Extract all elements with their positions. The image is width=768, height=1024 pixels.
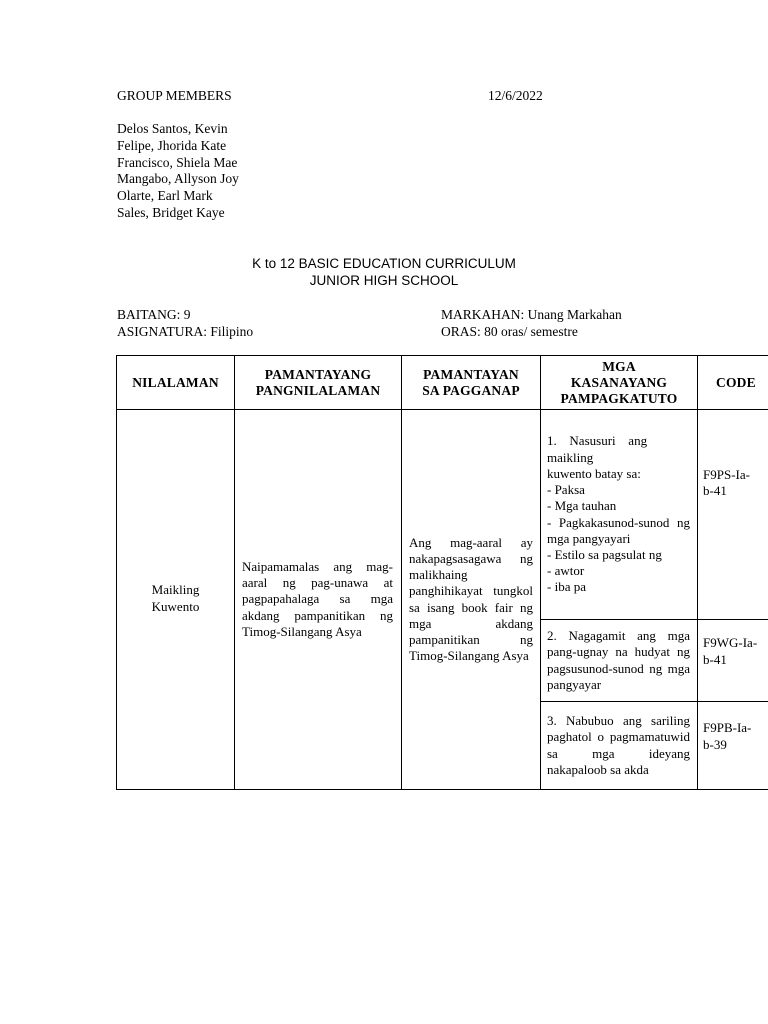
nilalaman-cell: Maikling Kuwento (117, 410, 235, 790)
code-cell-1: F9PS-Ia- b-41 (698, 410, 768, 620)
kasanayan-2-cell: 2. Nagagamit ang mga pang-ugnay na hudyat ng pagsusunod-sunod ng mga pangyayar (541, 620, 698, 702)
curriculum-title: K to 12 BASIC EDUCATION CURRICULUM (252, 256, 516, 271)
member-name: Olarte, Earl Mark (117, 188, 213, 204)
document-date: 12/6/2022 (488, 88, 543, 103)
curriculum-table (116, 355, 768, 790)
header-pamantayang-pangnilalaman: PAMANTAYANG PANGNILALAMAN (235, 356, 402, 410)
header-mga-kasanayang-pampagkatuto: MGA KASANAYANG PAMPAGKATUTO (541, 356, 698, 410)
header-nilalaman: NILALAMAN (117, 356, 235, 410)
asignatura: ASIGNATURA: Filipino (117, 324, 254, 339)
member-name: Sales, Bridget Kaye (117, 204, 225, 220)
group-members-label: GROUP MEMBERS (117, 88, 232, 103)
member-name: Felipe, Jhorida Kate (117, 137, 227, 153)
member-name: Delos Santos, Kevin (117, 121, 228, 136)
code-cell-2: F9WG-Ia- b-41 (698, 620, 768, 702)
pagganap-cell: Ang mag-aaral ay nakapagsasagawa ng malikhaing panghihikayat tungkol sa isang book fair ng mga akdang pampanitikan ng Timog-Silangang Asya (402, 410, 541, 790)
baitang: BAITANG: 9 (117, 307, 191, 322)
header-code: CODE (698, 356, 768, 410)
table-header-row (117, 356, 768, 410)
member-name: Francisco, Shiela Mae (117, 154, 238, 170)
kasanayan-1-cell: 1. Nasusuri ang maikling kuwento batay sa: - Paksa - Mga tauhan - Pagkakasunod-sunod ng mga pangyayari - Estilo sa pagsulat ng - awtor - iba pa (541, 410, 698, 620)
school-level-title: JUNIOR HIGH SCHOOL (309, 273, 459, 288)
markahan: MARKAHAN: Unang Markahan (441, 307, 622, 322)
member-name: Mangabo, Allyson Joy (117, 171, 239, 187)
members-list (117, 121, 239, 222)
oras: ORAS: 80 oras/ semestre (441, 324, 578, 339)
code-cell-3: F9PB-Ia- b-39 (698, 702, 768, 790)
table-row (117, 410, 768, 620)
header-pamantayan-sa-pagganap: PAMANTAYAN SA PAGGANAP (402, 356, 541, 410)
pangnilalaman-cell: Naipamamalas ang mag-aaral ng pag-unawa at pagpapahalaga sa mga akdang pampanitikan ng Timog-Silangang Asya (235, 410, 402, 790)
kasanayan-3-cell: 3. Nabubuo ang sariling paghatol o pagmamatuwid sa mga ideyang nakapaloob sa akda (541, 702, 698, 790)
